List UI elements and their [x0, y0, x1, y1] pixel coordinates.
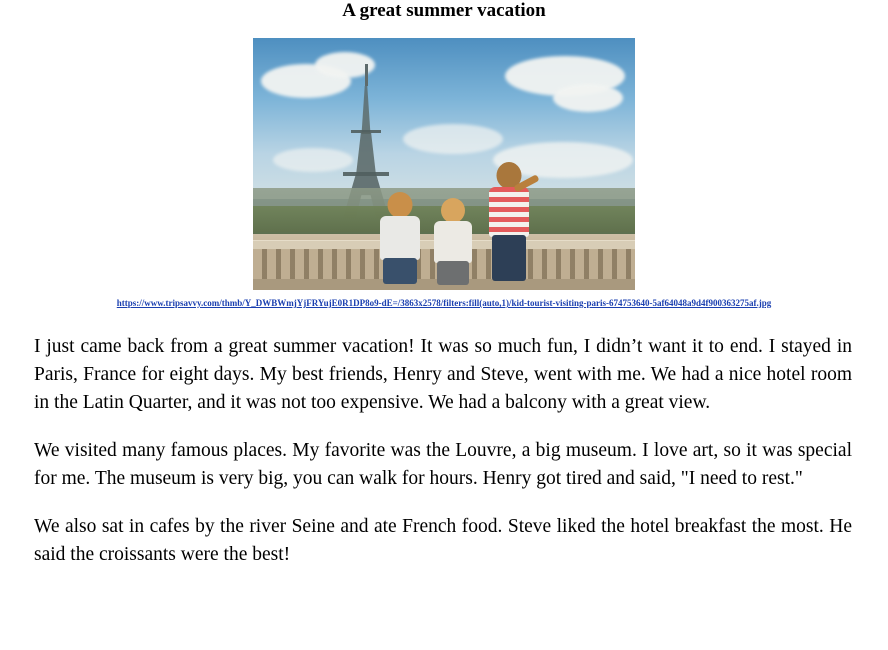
paragraph-2: We visited many famous places. My favorite was the Louvre, a big museum. I love art, so it was special for me. The museum is very big, you can walk for hours. Henry got tired and said, "I need to rest.": [34, 440, 852, 489]
image-source-link[interactable]: https://www.tripsavvy.com/thmb/Y_DWBWmjYjFRYujE0R1DP8o9-dE=/3863x2578/filters:fill(auto,1)/kid-tourist-visiting-paris-674753640-5af64048a9d4f900363275af.jpg: [116, 298, 772, 308]
photo-child-right-pointing: [481, 162, 537, 284]
cloud-shape: [553, 84, 623, 112]
page-title: A great summer vacation: [342, 0, 546, 21]
vacation-photo: [253, 38, 635, 290]
article-body: [12, 333, 876, 569]
cloud-shape: [403, 124, 503, 154]
photo-child-left: [377, 192, 423, 284]
paragraph-1: I just came back from a great summer vacation! It was so much fun, I didn’t want it to end. I stayed in Paris, France for eight days. My best friends, Henry and Steve, went with me. We had a nice hotel room in the Latin Quarter, and it was not too expensive. We had a balcony with a great view.: [34, 336, 852, 413]
photo-child-middle: [431, 198, 475, 284]
figure: [12, 38, 876, 309]
paragraph-3: We also sat in cafes by the river Seine and ate French food. Steve liked the hotel breakfast the most. He said the croissants were the best!: [34, 516, 852, 565]
